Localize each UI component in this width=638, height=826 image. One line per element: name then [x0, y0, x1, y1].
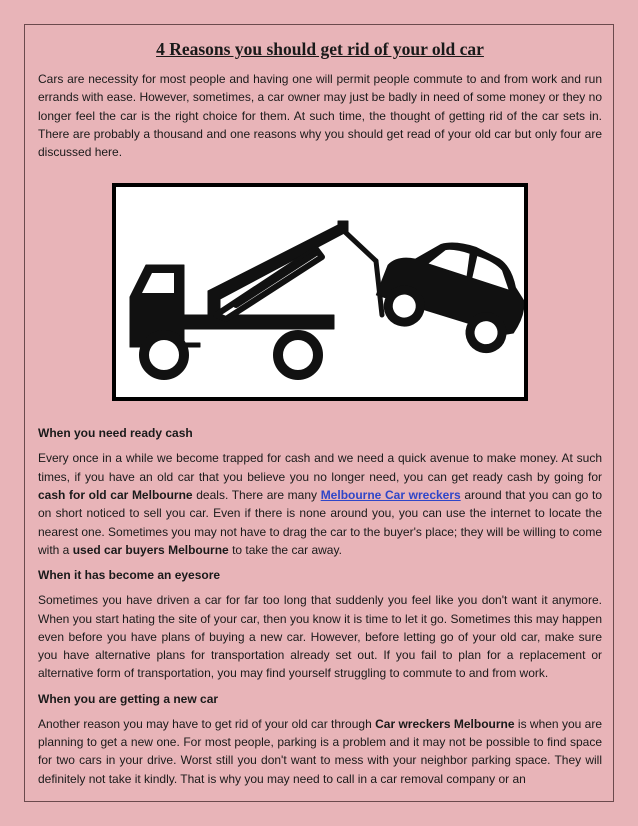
section-heading-eyesore: When it has become an eyesore	[38, 568, 221, 583]
tow-truck-image	[112, 183, 528, 401]
page-title: 4 Reasons you should get rid of your old car	[156, 39, 484, 59]
intro-paragraph: Cars are necessity for most people and having one will permit people commute to and from work and run errands with ease. However, sometimes, a car owner may just be badly in need of some money or they no longer feel the car is the right choice for them. At such time, the thought of getting rid of the car sets in. There are probably a thousand and one reasons why you should get read of your old car but only four are discussed here.	[38, 72, 602, 160]
keyword-used-car-buyers: used car buyers Melbourne	[72, 542, 229, 557]
tow-truck-icon	[116, 187, 524, 397]
page-frame	[24, 24, 614, 802]
document-body	[38, 38, 602, 788]
section-paragraph-ready-cash: Every once in a while we become trapped for cash and we need a quick avenue to make money. At such times, if you have an old car that you believe you no longer need, you can get ready cash by going for cash for old car Melbourne deals. There are many Melbourne Car wreckers around that you can go to on short noticed to sell you car. Even if there is none around you, you can use the internet to locate the nearest one. Sometimes you may not have to drag the car to the buyer's place; they will be willing to come with a used car buyers Melbourne to take the car away.	[38, 451, 603, 557]
keyword-car-wreckers-melbourne: Car wreckers Melbourne	[375, 716, 515, 731]
section-heading-ready-cash: When you need ready cash	[38, 426, 193, 441]
section-paragraph-new-car: Another reason you may have to get rid of your old car through Car wreckers Melbourne is when you are planning to get a new one. For most people, parking is a problem and it may not be possible to find space for two cars in your drive. Worst still you don't want to mess with your neighbor parking space. They will definitely not take it kindly. That is why you may need to call in a car removal company or an	[38, 716, 603, 786]
melbourne-car-wreckers-link[interactable]: Melbourne Car wreckers	[320, 488, 461, 503]
section-heading-new-car: When you are getting a new car	[38, 691, 219, 706]
keyword-cash-for-old-car: cash for old car Melbourne	[38, 488, 193, 503]
section-paragraph-eyesore: Sometimes you have driven a car for far too long that suddenly you feel like you don't want it anymore. When you start hating the site of your car, then you know it is time to let it go. Sometimes this may happen even before you have plans of buying a new car. However, before letting go of your old car, make sure you have alternative plans for transportation already set out. If you fail to plan for a replacement or alternative form of transportation, you may find yourself struggling to commute to and from work.	[38, 593, 602, 681]
